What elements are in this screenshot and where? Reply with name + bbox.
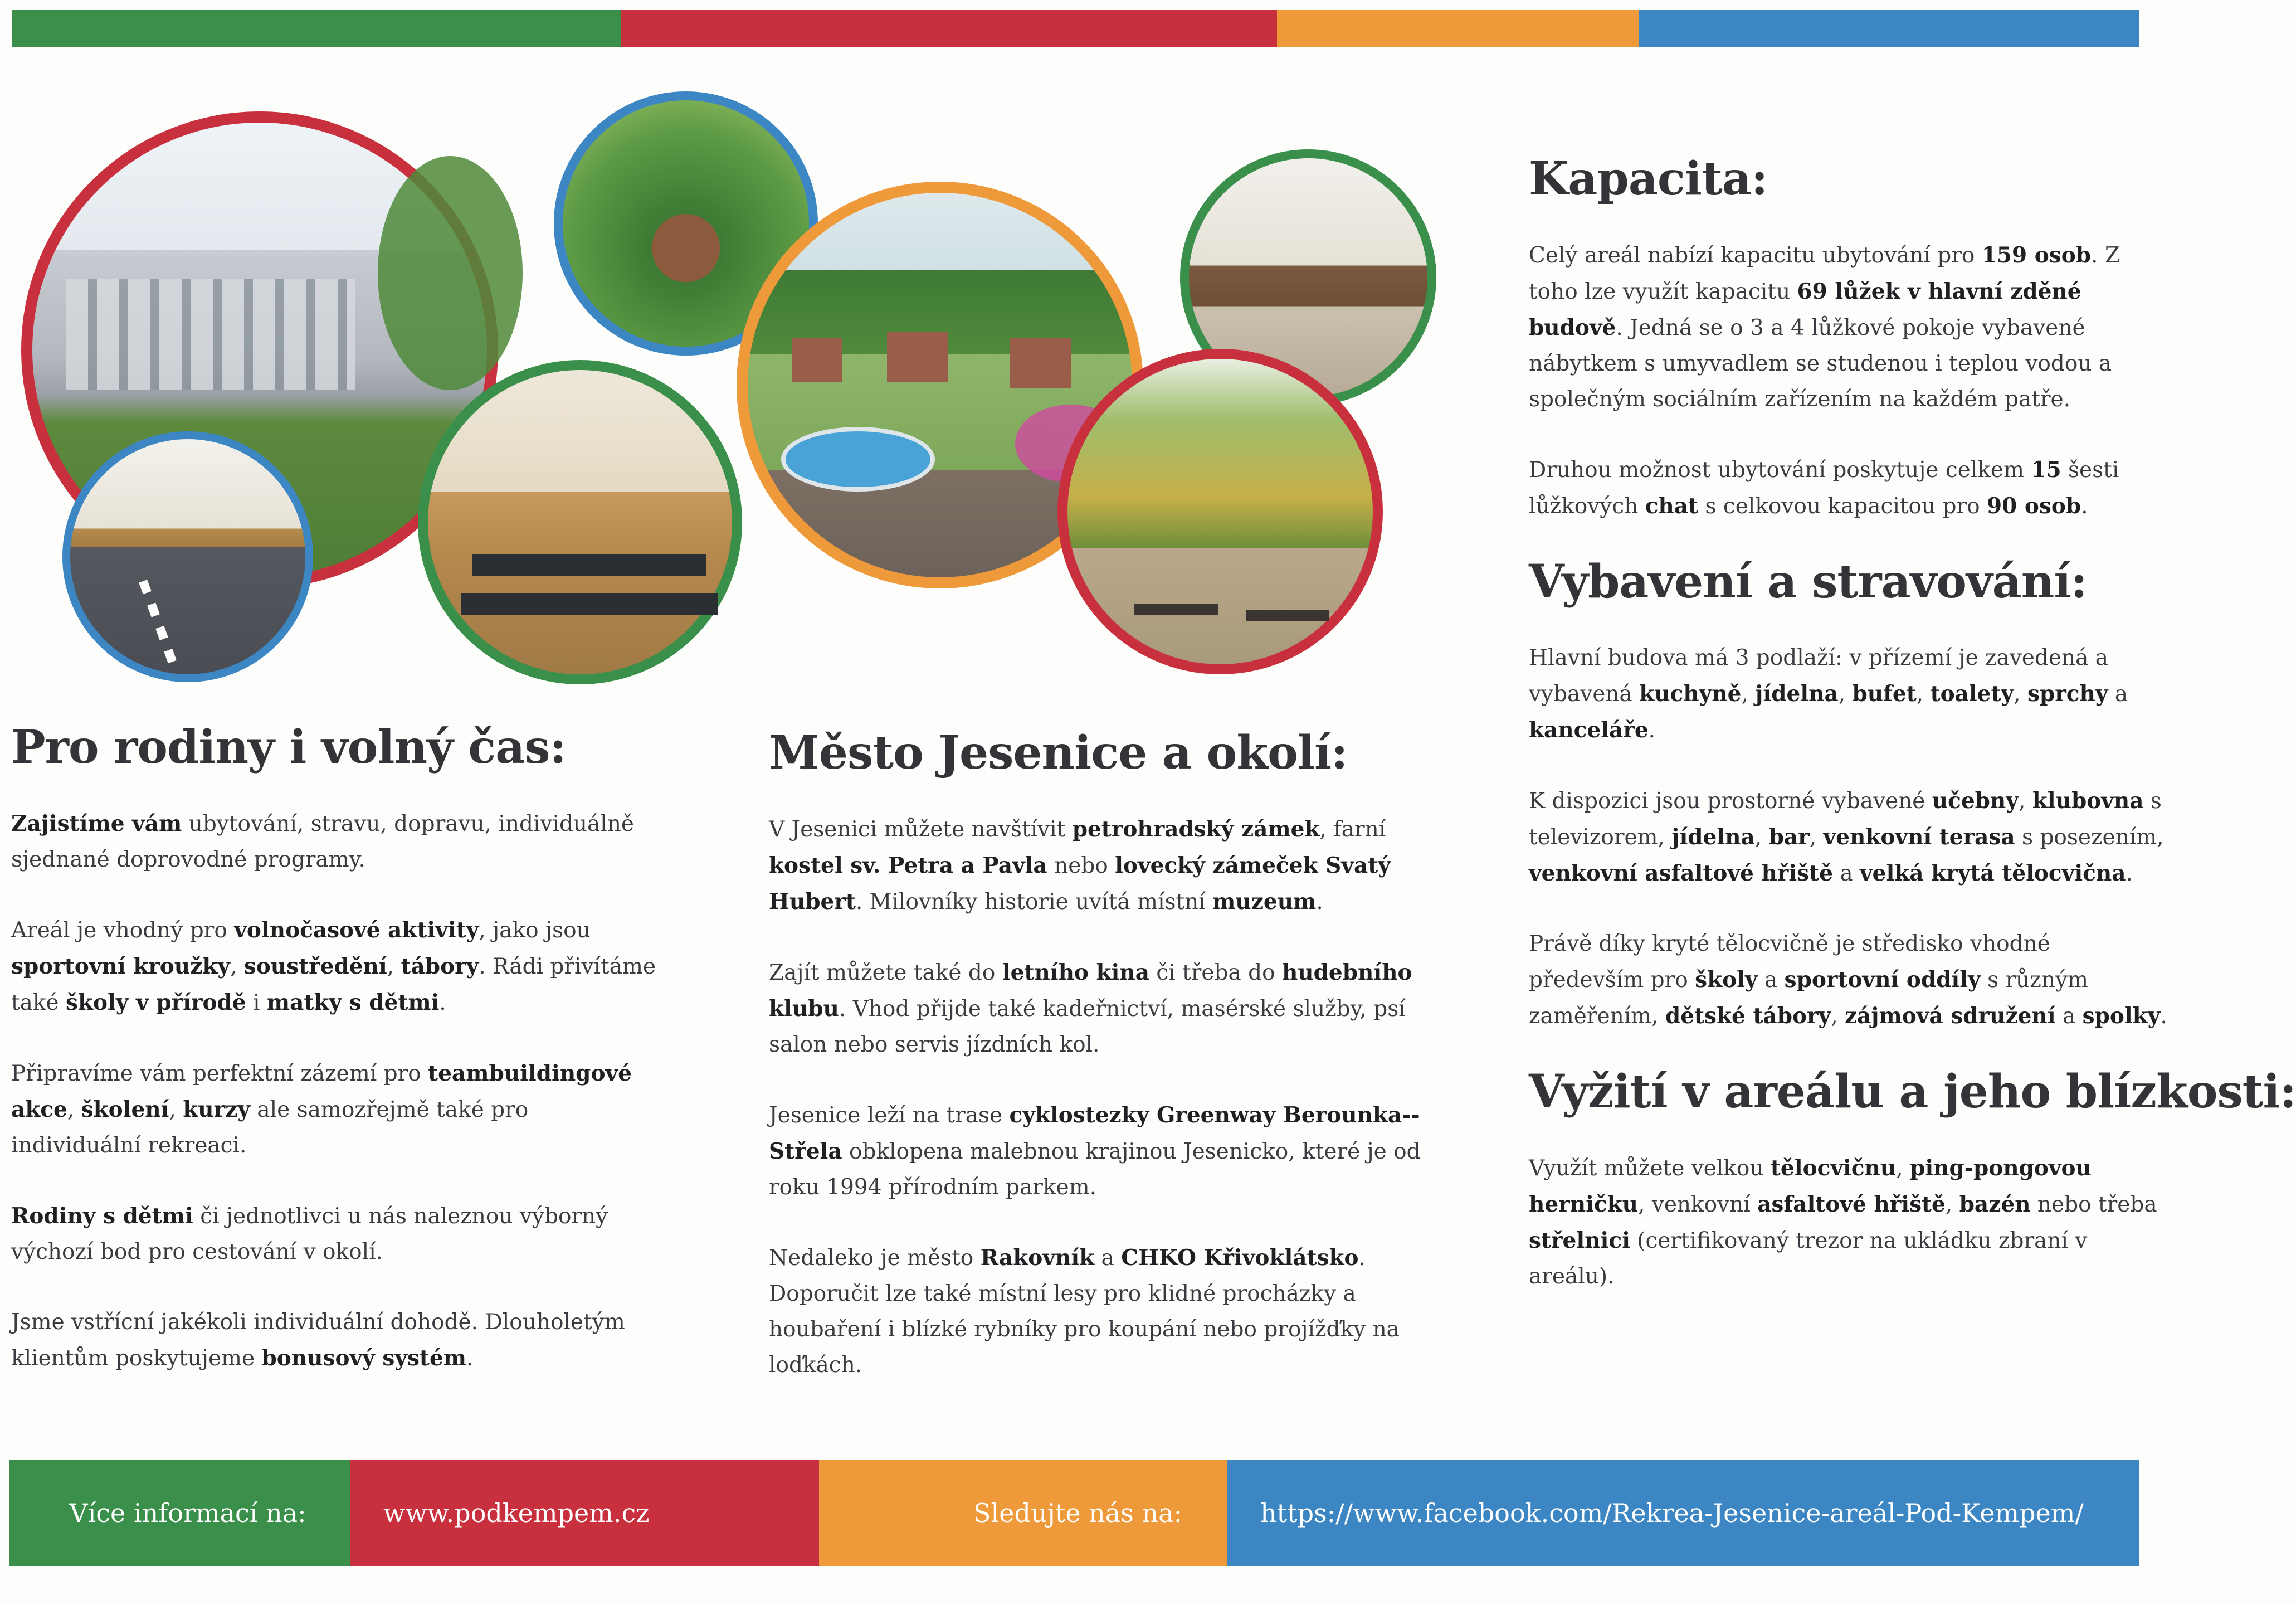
- text-bold: zájmová sdružení: [1845, 1003, 2056, 1029]
- text: ,: [1896, 1156, 1910, 1181]
- text: ,: [230, 954, 244, 979]
- footer-facebook-segment: [1227, 1460, 2139, 1566]
- text: a: [2108, 682, 2128, 707]
- text: šesti lůžkových: [1529, 458, 2119, 519]
- jesenice-paragraph-3: [769, 1097, 1421, 1205]
- text-bold: Rodiny s dětmi: [11, 1203, 193, 1229]
- forest-benches-photo: [1057, 349, 1383, 674]
- text: , venkovní: [1638, 1192, 1758, 1217]
- jesenice-paragraph-2: [769, 955, 1421, 1063]
- text-bold: dětské tábory: [1665, 1003, 1831, 1029]
- text: či třeba do: [1149, 960, 1282, 985]
- text: ,: [169, 1097, 183, 1122]
- text: . Milovníky historie uvítá místní: [855, 889, 1213, 915]
- text: ,: [1831, 1004, 1845, 1029]
- classroom-photo: [418, 360, 742, 684]
- text-bold: letního kina: [1002, 960, 1149, 985]
- text: .: [2160, 1004, 2167, 1029]
- equipment-paragraph-2: [1529, 783, 2170, 892]
- text-bold: 15: [2031, 457, 2061, 483]
- text: ,: [67, 1097, 81, 1122]
- facebook-link[interactable]: https://www.facebook.com/Rekrea-Jesenice-areál-Pod-Kempem/: [1260, 1498, 2084, 1528]
- text: Druhou možnost ubytování poskytuje celkem: [1529, 458, 2031, 483]
- text-bold: velká krytá tělocvična: [1860, 860, 2126, 886]
- text-bold: soustředění: [243, 954, 387, 979]
- gym-hall-photo: [62, 431, 313, 682]
- text: . Vhod přijde také kadeřnictví, masérské služby, psí salon nebo servis jízdních kol.: [769, 996, 1406, 1057]
- families-paragraph-2: [11, 912, 663, 1021]
- text: Připravíme vám perfektní zázemí pro: [11, 1061, 428, 1086]
- text: Jesenice leží na trase: [769, 1103, 1010, 1128]
- equipment-heading: Vybavení a stravování:: [1529, 555, 2087, 609]
- text: ale samozřejmě také pro individuální rekreaci.: [11, 1097, 529, 1158]
- text: nebo třeba: [2030, 1192, 2157, 1217]
- families-paragraph-4: [11, 1198, 663, 1270]
- text-bold: školy: [1695, 967, 1758, 993]
- text-bold: spolky: [2082, 1003, 2161, 1029]
- capacity-heading: Kapacita:: [1529, 152, 1768, 206]
- text-bold: ping-pongovou herničku: [1529, 1155, 2092, 1217]
- text: a: [1094, 1246, 1122, 1271]
- text-bold: kostel sv. Petra a Pavla: [769, 853, 1047, 878]
- text-bold: Zajistíme vám: [11, 811, 182, 836]
- jesenice-heading: Město Jesenice a okolí:: [769, 726, 1348, 780]
- families-paragraph-3: [11, 1056, 663, 1164]
- photo-collage: [0, 0, 1404, 691]
- families-paragraph-1: [11, 806, 663, 878]
- text: s celkovou kapacitou pro: [1698, 494, 1987, 519]
- text-bold: muzeum: [1212, 889, 1317, 915]
- text: .: [1648, 718, 1656, 743]
- text: .: [466, 1346, 474, 1371]
- text: ,: [1916, 682, 1931, 707]
- text: V Jesenici můžete navštívit: [769, 817, 1073, 842]
- capacity-paragraph-1: [1529, 237, 2170, 417]
- text-bold: cyklostezky Greenway Berounka--Střela: [769, 1102, 1420, 1164]
- jesenice-paragraph-4: [769, 1240, 1421, 1383]
- text: .: [1316, 889, 1323, 915]
- text: Areál je vhodný pro: [11, 918, 235, 943]
- text: nebo: [1047, 853, 1115, 878]
- text-bold: lovecký zámeček Svatý Hubert: [769, 853, 1391, 915]
- text-bold: tělocvičnu: [1770, 1155, 1897, 1181]
- text-bold: kurzy: [183, 1097, 250, 1122]
- jesenice-paragraph-1: [769, 811, 1421, 920]
- text: . Jedná se o 3 a 4 lůžkové pokoje vybavené nábytkem s umyvadlem se studenou i teplou vodou a společným sociálním zařízením na každém patře.: [1529, 315, 2112, 412]
- capacity-column: [1529, 152, 2296, 1349]
- website-link[interactable]: www.podkempem.cz: [383, 1498, 650, 1528]
- text-bold: bonusový systém: [261, 1345, 467, 1371]
- text: Celý areál nabízí kapacitu ubytování pro: [1529, 243, 1982, 268]
- text: Nedaleko je město: [769, 1246, 981, 1271]
- families-column: [11, 721, 663, 1411]
- text: , jako jsou: [479, 918, 591, 943]
- text-bold: tábory: [401, 954, 479, 979]
- text-bold: bar: [1768, 824, 1810, 850]
- text-bold: jídelna: [1755, 681, 1839, 707]
- text: .: [439, 990, 446, 1015]
- text-bold: teambuildingové akce: [11, 1061, 632, 1122]
- text: s televizorem,: [1529, 789, 2162, 850]
- text: a: [1832, 861, 1860, 886]
- text: Právě díky kryté tělocvičně je středisko vhodné především pro: [1529, 931, 2050, 993]
- text-bold: petrohradský zámek: [1072, 816, 1320, 842]
- text-bold: CHKO Křivoklátsko: [1121, 1245, 1359, 1271]
- footer-strip: [9, 1460, 2139, 1566]
- text: s různým zaměřením,: [1529, 967, 2088, 1029]
- text: Jsme vstřícní jakékoli individuální dohodě. Dlouholetým klientům poskytujeme: [11, 1310, 625, 1371]
- text-bold: matky s dětmi: [266, 990, 440, 1015]
- text: Využít můžete velkou: [1529, 1156, 1771, 1181]
- text-bold: kanceláře: [1529, 717, 1649, 743]
- text: . Doporučit lze také místní lesy pro klidné procházky a houbaření i blízké rybníky pro koupání nebo projížďky na loďkách.: [769, 1246, 1400, 1378]
- text: ,: [1945, 1192, 1959, 1217]
- text-bold: 159 osob: [1981, 242, 2092, 268]
- equipment-paragraph-3: [1529, 926, 2170, 1034]
- text: (certifikovaný trezor na ukládku zbraní v areálu).: [1529, 1228, 2088, 1289]
- text: ,: [1838, 682, 1853, 707]
- equipment-paragraph-1: [1529, 640, 2170, 748]
- text: i: [246, 990, 267, 1015]
- text-bold: sportovní oddíly: [1784, 967, 1981, 993]
- text-bold: sprchy: [2027, 681, 2108, 707]
- text: .: [2081, 494, 2088, 519]
- text-bold: venkovní terasa: [1823, 824, 2015, 850]
- footer-website-segment: [350, 1460, 819, 1566]
- text: . Rádi přivítáme také: [11, 954, 656, 1015]
- capacity-paragraph-2: [1529, 452, 2170, 524]
- text-bold: 90 osob: [1987, 493, 2081, 519]
- text-bold: jídelna: [1671, 824, 1755, 850]
- activities-paragraph-1: [1529, 1150, 2170, 1295]
- text-bold: chat: [1645, 493, 1699, 519]
- footer-follow-segment: [819, 1460, 1227, 1566]
- text-bold: hudebního klubu: [769, 960, 1412, 1022]
- activities-heading: Vyžití v areálu a jeho blízkosti:: [1529, 1065, 2296, 1118]
- text-bold: bazén: [1959, 1191, 2031, 1217]
- text: , farní: [1319, 817, 1386, 842]
- text: ubytování, stravu, dopravu, individuálně sjednané doprovodné programy.: [11, 811, 634, 872]
- text-bold: bufet: [1852, 681, 1917, 707]
- jesenice-column: [769, 726, 1421, 1418]
- text: s posezením,: [2015, 825, 2164, 850]
- text-bold: venkovní asfaltové hřiště: [1529, 860, 1833, 886]
- text: Hlavní budova má 3 podlaží: v přízemí je zavedená a vybavená: [1529, 645, 2109, 707]
- text: . Z toho lze využít kapacitu: [1529, 243, 2120, 304]
- text: a: [1757, 967, 1785, 993]
- text: ,: [2018, 789, 2032, 814]
- footer-info-segment: [9, 1460, 350, 1566]
- text-bold: sportovní kroužky: [11, 954, 230, 979]
- strip-blue: [1639, 10, 2139, 47]
- families-paragraph-5: [11, 1305, 663, 1377]
- text: .: [2126, 861, 2133, 886]
- text: obklopena malebnou krajinou Jesenicko, které je od roku 1994 přírodním parkem.: [769, 1139, 1421, 1200]
- text-bold: kuchyně: [1639, 681, 1742, 707]
- text-bold: asfaltové hřiště: [1757, 1191, 1946, 1217]
- text: Zajít můžete také do: [769, 960, 1002, 985]
- text-bold: Rakovník: [980, 1245, 1095, 1271]
- follow-label: Sledujte nás na:: [973, 1498, 1182, 1528]
- text: K dispozici jsou prostorné vybavené: [1529, 789, 1932, 814]
- text: a: [2055, 1004, 2083, 1029]
- families-heading: Pro rodiny i volný čas:: [11, 721, 566, 774]
- text-bold: učebny: [1932, 788, 2019, 814]
- text: či jednotlivci u nás naleznou výborný výchozí bod pro cestování v okolí.: [11, 1204, 608, 1264]
- text-bold: 69 lůžek v hlavní zděné budově: [1529, 279, 2081, 341]
- text: ,: [2014, 682, 2027, 707]
- text: ,: [387, 954, 401, 979]
- text: ,: [1741, 682, 1756, 707]
- text-bold: klubovna: [2032, 788, 2144, 814]
- text-bold: školení: [81, 1097, 169, 1122]
- info-label: Více informací na:: [69, 1498, 306, 1528]
- text-bold: volnočasové aktivity: [234, 917, 479, 943]
- text-bold: školy v přírodě: [66, 990, 246, 1015]
- text-bold: toalety: [1930, 681, 2014, 707]
- text-bold: střelnici: [1529, 1228, 1630, 1253]
- text: ,: [1754, 825, 1769, 850]
- text: ,: [1809, 825, 1824, 850]
